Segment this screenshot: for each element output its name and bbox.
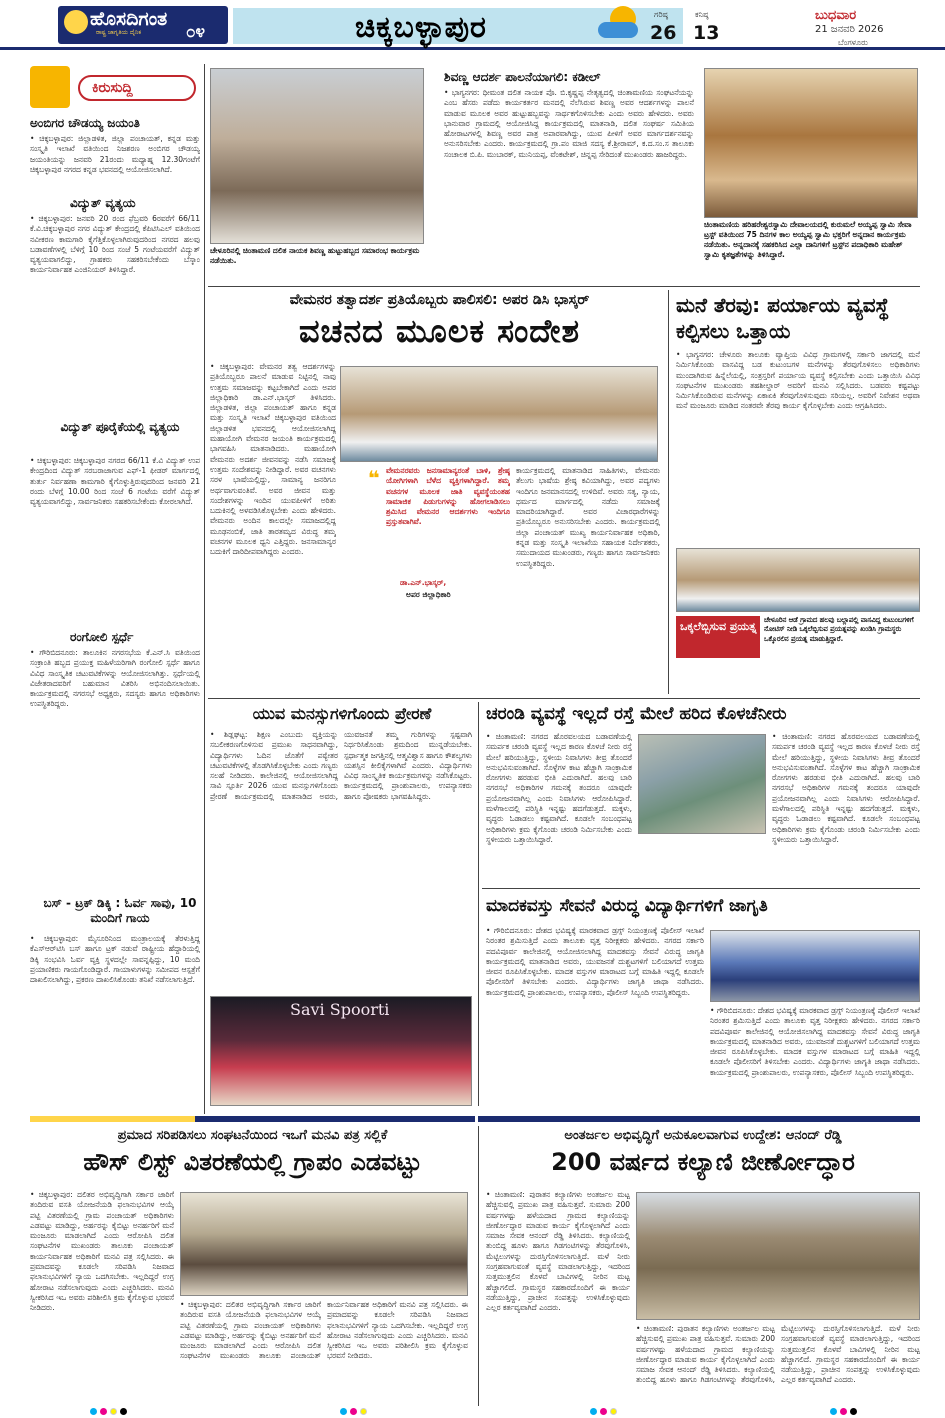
page-number: ೦೪ xyxy=(186,22,206,42)
story-body: • ಚಿಂತಾಮಣಿ: ಪುರಾತನ ಕಲ್ಯಾಣಿಗಳು ಅಂತರ್ಜಲ ಮಟ್ಟ ಹೆಚ್ಚಿಸುವಲ್ಲಿ ಪ್ರಮುಖ ಪಾತ್ರ ವಹಿಸುತ್ತವೆ. ಸುಮಾರು 200 ವರ್ಷಗಳಷ್ಟು ಹಳೆಯದಾದ ಗ್ರಾಮದ ಕಲ್ಯಾಣಿಯನ್ನು ಜೀರ್ಣೋದ್ಧಾರ ಮಾಡುವ ಕಾರ್ಯ ಕೈಗೊಳ್ಳಲಾಗಿದೆ ಎಂದು ಸಮಾಜ ಸೇವಕ ಆನಂದ್ ರೆಡ್ಡಿ ತಿಳಿಸಿದರು. ಕಲ್ಯಾಣಿಯಲ್ಲಿ ತುಂಬಿದ್ದ ಹೂಳು ಹಾಗೂ ಗಿಡಗಂಟಿಗಳನ್ನು ತೆರವುಗೊಳಿಸಿ, ಮೆಟ್ಟಿಲುಗಳನ್ನು ದುರಸ್ತಿಗೊಳಿಸಲಾಗುತ್ತಿದೆ. ಮಳೆ ನೀರು ಸಂಗ್ರಹವಾಗುವಂತೆ ವ್ಯವಸ್ಥೆ ಮಾಡಲಾಗುತ್ತಿದ್ದು, ಇದರಿಂದ ಸುತ್ತಮುತ್ತಲಿನ ಕೊಳವೆ ಬಾವಿಗಳಲ್ಲಿ ನೀರಿನ ಮಟ್ಟ ಹೆಚ್ಚಾಗಲಿದೆ. ಗ್ರಾಮಸ್ಥರ ಸಹಕಾರದೊಂದಿಗೆ ಈ ಕಾರ್ಯ ನಡೆಯುತ್ತಿದ್ದು, ಪ್ರಾಚೀನ ಸಂಪತ್ತನ್ನು ಉಳಿಸಿಕೊಳ್ಳುವುದು ಎಲ್ಲರ ಕರ್ತವ್ಯವಾಗಿದೆ ಎಂದರು. xyxy=(486,1190,630,1313)
district-name: ಚಿಕ್ಕಬಳ್ಳಾಪುರ xyxy=(355,10,487,45)
annadana-photo xyxy=(704,68,918,218)
registration-mark xyxy=(610,1408,617,1415)
protest-photo xyxy=(676,548,920,612)
registration-mark xyxy=(360,1408,367,1415)
registration-mark xyxy=(840,1408,847,1415)
story-body-cont: • ಚಿಕ್ಕಬಳ್ಳಾಪುರ: ದಲಿತರ ಅಭಿವೃದ್ಧಿಗಾಗಿ ಸರ್ಕಾರ ಜಾರಿಗೆ ತಂದಿರುವ ವಸತಿ ಯೋಜನೆಯಡಿ ಫಲಾನುಭವಿಗಳ ಆಯ್ಕೆ ಪಟ್ಟಿ ವಿತರಣೆಯಲ್ಲಿ ಗ್ರಾಮ ಪಂಚಾಯತ್ ಅಧಿಕಾರಿಗಳು ಎಡವಟ್ಟು ಮಾಡಿದ್ದು, ಅರ್ಹರನ್ನು ಕೈಬಿಟ್ಟು ಅನರ್ಹರಿಗೆ ಮನೆ ಮಂಜೂರು ಮಾಡಲಾಗಿದೆ ಎಂದು ಆರೋಪಿಸಿ ದಲಿತ ಸಂಘಟನೆಗಳ ಮುಖಂಡರು ತಾಲೂಕು ಪಂಚಾಯತ್ ಕಾರ್ಯನಿರ್ವಾಹಕ ಅಧಿಕಾರಿಗೆ ಮನವಿ ಪತ್ರ ಸಲ್ಲಿಸಿದರು. ಈ ಪ್ರಮಾದವನ್ನು ಕೂಡಲೇ ಸರಿಪಡಿಸಿ ನಿಜವಾದ ಫಲಾನುಭವಿಗಳಿಗೆ ನ್ಯಾಯ ಒದಗಿಸಬೇಕು. ಇಲ್ಲದಿದ್ದರೆ ಉಗ್ರ ಹೋರಾಟ ನಡೆಸಲಾಗುವುದು ಎಂದು ಎಚ್ಚರಿಸಿದರು. ಮನವಿ ಸ್ವೀಕರಿಸಿದ ಇಒ ಅವರು ಪರಿಶೀಲಿಸಿ ಕ್ರಮ ಕೈಗೊಳ್ಳುವ ಭರವಸೆ ನೀಡಿದರು. xyxy=(180,1300,468,1361)
section-divider xyxy=(208,698,920,699)
story-body: • ಭಾಗ್ಯನಗರ: ಚೇಳೂರು ತಾಲೂಕು ವ್ಯಾಪ್ತಿಯ ವಿವಿಧ ಗ್ರಾಮಗಳಲ್ಲಿ ಸರ್ಕಾರಿ ಜಾಗದಲ್ಲಿ ಮನೆ ನಿರ್ಮಿಸಿಕೊಂಡು ವಾಸವಿದ್ದ ಬಡ ಕುಟುಂಬಗಳ ಮನೆಗಳನ್ನು ತೆರವುಗೊಳಿಸಲು ಅಧಿಕಾರಿಗಳು ಮುಂದಾಗಿರುವ ಹಿನ್ನೆಲೆಯಲ್ಲಿ, ಸಂತ್ರಸ್ತರಿಗೆ ಪರ್ಯಾಯ ವ್ಯವಸ್ಥೆ ಕಲ್ಪಿಸಬೇಕು ಎಂದು ಒತ್ತಾಯಿಸಿ ವಿವಿಧ ಸಂಘಟನೆಗಳ ಮುಖಂಡರು ತಹಶೀಲ್ದಾರ್ ಅವರಿಗೆ ಮನವಿ ಸಲ್ಲಿಸಿದರು. ಬಡವರು ಕಷ್ಟಪಟ್ಟು ನಿರ್ಮಿಸಿಕೊಂಡಿರುವ ಮನೆಗಳನ್ನು ಏಕಾಏಕಿ ತೆರವುಗೊಳಿಸುವುದು ಸರಿಯಲ್ಲ. ಅವರಿಗೆ ನಿವೇಶನ ಅಥವಾ ಮನೆ ಮಂಜೂರು ಮಾಡಿದ ನಂತರವೇ ತೆರವು ಕಾರ್ಯ ಕೈಗೊಳ್ಳಬೇಕು ಎಂದು ಆಗ್ರಹಿಸಿದರು. xyxy=(676,350,920,411)
story-kicker: ಅಂತರ್ಜಲ ಅಭಿವೃದ್ಧಿಗೆ ಅನುಕೂಲವಾಗುವ ಉದ್ದೇಶ: ಆನಂದ್ ರೆಡ್ಡಿ xyxy=(564,1128,842,1143)
stage-banner: Savi Spoorti xyxy=(290,1000,390,1019)
color-rule xyxy=(478,1116,920,1122)
registration-mark xyxy=(590,1408,597,1415)
photo-tag: ಒಕ್ಕಲೆಬ್ಬಿಸುವ ಪ್ರಯತ್ನ xyxy=(680,620,757,633)
story-title: ಮಾದಕವಸ್ತು ಸೇವನೆ ವಿರುದ್ಧ ವಿದ್ಯಾರ್ಥಿಗಳಿಗೆ ಜಾಗೃತಿ xyxy=(486,896,768,916)
color-rule xyxy=(195,1116,475,1122)
brief-body: • ಚಿಕ್ಕಬಳ್ಳಾಪುರ: ಮೈಸೂರಿನಿಂದ ಮಂತ್ರಾಲಯಕ್ಕೆ ತೆರಳುತ್ತಿದ್ದ ಕೆಎಸ್ಆರ್‌ಟಿಸಿ ಬಸ್ ಹಾಗೂ ಟ್ರಕ್ ನಡುವೆ ರಾಷ್ಟ್ರೀಯ ಹೆದ್ದಾರಿಯಲ್ಲಿ ಡಿಕ್ಕಿ ಸಂಭವಿಸಿ ಓರ್ವ ವ್ಯಕ್ತಿ ಸ್ಥಳದಲ್ಲೇ ಸಾವನ್ನಪ್ಪಿದ್ದು, 10 ಮಂದಿ ಪ್ರಯಾಣಿಕರು ಗಾಯಗೊಂಡಿದ್ದಾರೆ. ಗಾಯಾಳುಗಳನ್ನು ಸಮೀಪದ ಆಸ್ಪತ್ರೆಗೆ ದಾಖಲಿಸಲಾಗಿದ್ದು, ಪ್ರಕರಣ ದಾಖಲಿಸಿಕೊಂಡು ತನಿಖೆ ನಡೆಸಲಾಗುತ್ತಿದೆ. xyxy=(30,934,200,985)
registration-mark xyxy=(340,1408,347,1415)
story-body-cont: • ಚಿಂತಾಮಣಿ: ಪುರಾತನ ಕಲ್ಯಾಣಿಗಳು ಅಂತರ್ಜಲ ಮಟ್ಟ ಹೆಚ್ಚಿಸುವಲ್ಲಿ ಪ್ರಮುಖ ಪಾತ್ರ ವಹಿಸುತ್ತವೆ. ಸುಮಾರು 200 ವರ್ಷಗಳಷ್ಟು ಹಳೆಯದಾದ ಗ್ರಾಮದ ಕಲ್ಯಾಣಿಯನ್ನು ಜೀರ್ಣೋದ್ಧಾರ ಮಾಡುವ ಕಾರ್ಯ ಕೈಗೊಳ್ಳಲಾಗಿದೆ ಎಂದು ಸಮಾಜ ಸೇವಕ ಆನಂದ್ ರೆಡ್ಡಿ ತಿಳಿಸಿದರು. ಕಲ್ಯಾಣಿಯಲ್ಲಿ ತುಂಬಿದ್ದ ಹೂಳು ಹಾಗೂ ಗಿಡಗಂಟಿಗಳನ್ನು ತೆರವುಗೊಳಿಸಿ, ಮೆಟ್ಟಿಲುಗಳನ್ನು ದುರಸ್ತಿಗೊಳಿಸಲಾಗುತ್ತಿದೆ. ಮಳೆ ನೀರು ಸಂಗ್ರಹವಾಗುವಂತೆ ವ್ಯವಸ್ಥೆ ಮಾಡಲಾಗುತ್ತಿದ್ದು, ಇದರಿಂದ ಸುತ್ತಮುತ್ತಲಿನ ಕೊಳವೆ ಬಾವಿಗಳಲ್ಲಿ ನೀರಿನ ಮಟ್ಟ ಹೆಚ್ಚಾಗಲಿದೆ. ಗ್ರಾಮಸ್ಥರ ಸಹಕಾರದೊಂದಿಗೆ ಈ ಕಾರ್ಯ ನಡೆಯುತ್ತಿದ್ದು, ಪ್ರಾಚೀನ ಸಂಪತ್ತನ್ನು ಉಳಿಸಿಕೊಳ್ಳುವುದು ಎಲ್ಲರ ಕರ್ತವ್ಯವಾಗಿದೆ ಎಂದರು. xyxy=(636,1324,920,1385)
story-body: • ಶಿಡ್ಲಘಟ್ಟ: ಶಿಕ್ಷಣ ಎಂಬುದು ವ್ಯಕ್ತಿಯನ್ನು ಸಬಲೀಕರಣಗೊಳಿಸುವ ಪ್ರಮುಖ ಸಾಧನವಾಗಿದ್ದು, ವಿದ್ಯಾರ್ಥಿಗಳು ಓದಿನ ಜೊತೆಗೆ ಪಠ್ಯೇತರ ಚಟುವಟಿಕೆಗಳಲ್ಲಿ ತೊಡಗಿಸಿಕೊಳ್ಳಬೇಕು ಎಂದು ಗಣ್ಯರು ಸಲಹೆ ನೀಡಿದರು. ಕಾಲೇಜಿನಲ್ಲಿ ಆಯೋಜಿಸಲಾಗಿದ್ದ ಸಾವಿ ಸ್ಪೂರ್ತಿ 2026 ಯುವ ಮನಸ್ಸುಗಳಿಗೊಂದು ಪ್ರೇರಣೆ ಕಾರ್ಯಕ್ರಮದಲ್ಲಿ ಮಾತನಾಡಿದ ಅವರು, ಯುವಜನತೆ ತಮ್ಮ ಗುರಿಗಳನ್ನು ಸ್ಪಷ್ಟವಾಗಿ ನಿರ್ಧರಿಸಿಕೊಂಡು ಶ್ರಮದಿಂದ ಮುನ್ನಡೆಯಬೇಕು. ಸ್ಪರ್ಧಾತ್ಮಕ ಜಗತ್ತಿನಲ್ಲಿ ಆತ್ಮವಿಶ್ವಾಸ ಹಾಗೂ ಕೌಶಲ್ಯಗಳು ಯಶಸ್ಸಿನ ಕೀಲಿಕೈಗಳಾಗಿವೆ ಎಂದರು. ವಿದ್ಯಾರ್ಥಿಗಳು ವಿವಿಧ ಸಾಂಸ್ಕೃತಿಕ ಕಾರ್ಯಕ್ರಮಗಳನ್ನು ನಡೆಸಿಕೊಟ್ಟರು. ಕಾರ್ಯಕ್ರಮದಲ್ಲಿ ಪ್ರಾಂಶುಪಾಲರು, ಉಪನ್ಯಾಸಕರು ಹಾಗೂ ಪೋಷಕರು ಭಾಗವಹಿಸಿದ್ದರು. xyxy=(210,730,472,801)
logo-title: ಹೊಸದಿಗಂತ xyxy=(90,8,168,30)
registration-mark xyxy=(350,1408,357,1415)
issue-place: ಬೆಂಗಳೂರು xyxy=(838,38,868,47)
kiru-suddi-title: ಕಿರುಸುದ್ದಿ xyxy=(92,80,133,96)
quote-author: ಡಾ.ಎನ್.ಭಾಸ್ಕರ್, xyxy=(400,578,447,587)
registration-mark xyxy=(110,1408,117,1415)
max-temp: 26 xyxy=(650,22,677,44)
story-body: • ಗೌರಿಬಿದನೂರು: ದೇಶದ ಭವಿಷ್ಯಕ್ಕೆ ಮಾರಕವಾದ ಡ್ರಗ್ಸ್ ನಿಯಂತ್ರಣಕ್ಕೆ ಪೊಲೀಸ್ ಇಲಾಖೆ ನಿರಂತರ ಶ್ರಮಿಸುತ್ತಿದೆ ಎಂದು ತಾಲೂಕು ವೃತ್ತ ನಿರೀಕ್ಷಕರು ಹೇಳಿದರು. ನಗರದ ಸರ್ಕಾರಿ ಪದವಿಪೂರ್ವ ಕಾಲೇಜಿನಲ್ಲಿ ಆಯೋಜಿಸಲಾಗಿದ್ದ ಮಾದಕವಸ್ತು ಸೇವನೆ ವಿರುದ್ಧ ಜಾಗೃತಿ ಕಾರ್ಯಕ್ರಮದಲ್ಲಿ ಮಾತನಾಡಿದ ಅವರು, ಯುವಜನತೆ ದುಶ್ಚಟಗಳಿಗೆ ಬಲಿಯಾಗದೆ ಉತ್ತಮ ಜೀವನ ರೂಪಿಸಿಕೊಳ್ಳಬೇಕು. ಮಾದಕ ವಸ್ತುಗಳ ಮಾರಾಟದ ಬಗ್ಗೆ ಮಾಹಿತಿ ಇದ್ದಲ್ಲಿ ಕೂಡಲೇ ಪೊಲೀಸರಿಗೆ ತಿಳಿಸಬೇಕು ಎಂದರು. ವಿದ್ಯಾರ್ಥಿಗಳು ಜಾಗೃತಿ ಜಾಥಾ ನಡೆಸಿದರು. ಕಾರ್ಯಕ್ರಮದಲ್ಲಿ ಪ್ರಾಂಶುಪಾಲರು, ಉಪನ್ಯಾಸಕರು, ಪೊಲೀಸ್ ಸಿಬ್ಬಂದಿ ಉಪಸ್ಥಿತರಿದ್ದರು. xyxy=(486,926,704,997)
kalyani-pond-photo xyxy=(636,1192,920,1320)
quote-role: ಅಪರ ಜಿಲ್ಲಾಧಿಕಾರಿ xyxy=(406,590,451,599)
column-divider xyxy=(668,290,669,694)
min-temp: 13 xyxy=(693,22,720,44)
photo-caption: ಚೇಳೂರಿನ ಆಡೆ ಗ್ರಾಮದ ಹಲವು ಬಲ್ಲಾಪಲ್ಲಿ ವಾಸವಿದ್ದ ಕುಟುಂಬಗಳಿಗೆ ನೋಟಿಸ್ ನೀಡಿ ಒಕ್ಕಲೆಬ್ಬಿಸುವ ಪ್ರಯತ್ನವನ್ನು ಖಂಡಿಸಿ ಗ್ರಾಮಸ್ಥರು ಒಕ್ಕೊರಲಿನ ಪ್ರಯತ್ನ ಮಾಡುತ್ತಿದ್ದಾರೆ. xyxy=(764,616,914,643)
garland-photo xyxy=(210,68,424,244)
section-divider xyxy=(208,286,920,287)
quote-icon: ❝ xyxy=(368,466,380,490)
brief-body: • ಚಿಕ್ಕಬಳ್ಳಾಪುರ: ಚಿಕ್ಕಬಳ್ಳಾಪುರ ನಗರದ 66/11 ಕೆ.ವಿ ವಿದ್ಯುತ್ ಉಪ ಕೇಂದ್ರದಿಂದ ವಿದ್ಯುತ್ ಸರಬರಾಜಾಗುವ ಎಫ್-1 ಫೀಡರ್ ಮಾರ್ಗದಲ್ಲಿ ತುರ್ತು ನಿರ್ವಹಣಾ ಕಾಮಗಾರಿ ಕೈಗೊಳ್ಳುತ್ತಿರುವುದರಿಂದ ಜನವರಿ 21 ರಂದು ಬೆಳಗ್ಗೆ 10.00 ರಿಂದ ಸಂಜೆ 6 ಗಂಟೆಯ ವರೆಗೆ ವಿದ್ಯುತ್ ವ್ಯತ್ಯಯವಾಗಲಿದ್ದು, ಸಾರ್ವಜನಿಕರು ಸಹಕರಿಸಬೇಕೆಂದು ಕೋರಲಾಗಿದೆ. xyxy=(30,456,200,507)
issue-date: 21 ಜನವರಿ 2026 xyxy=(815,24,884,35)
registration-mark xyxy=(600,1408,607,1415)
story-headline: 200 ವರ್ಷದ ಕಲ್ಯಾಣಿ ಜೀರ್ಣೋದ್ಧಾರ xyxy=(551,1148,855,1176)
story-title: ಚರಂಡಿ ವ್ಯವಸ್ಥೆ ಇಲ್ಲದೆ ರಸ್ತೆ ಮೇಲೆ ಹರಿದ ಕೊಳಚೆನೀರು xyxy=(486,704,787,724)
column-divider xyxy=(478,702,479,1106)
cloud-icon xyxy=(598,22,638,38)
registration-mark xyxy=(90,1408,97,1415)
lead-quote: ವೇಮನರವರು ಜನಸಾಮಾನ್ಯರಂತೆ ಬಾಳಿ, ಶ್ರೇಷ್ಠ ಯೋಗಿಗಳಾಗಿ ಬೆಳೆದ ವ್ಯಕ್ತಿಗಳಾಗಿದ್ದಾರೆ. ತಮ್ಮ ವಚನಗಳ ಮೂಲಕ ಜಾತಿ ವ್ಯವಸ್ಥೆಯಂತಹ ಸಾಮಾಜಿಕ ಪಿಡುಗುಗಳನ್ನು ಹೋಗಲಾಡಿಸಲು ಶ್ರಮಿಸಿದ ವೇಮನರ ಆದರ್ಶಗಳು ಇಂದಿಗೂ ಪ್ರಸ್ತುತವಾಗಿವೆ. xyxy=(386,466,510,527)
lamp-icon xyxy=(64,10,88,34)
brief-body: • ಚಿಕ್ಕಬಳ್ಳಾಪುರ: ಜನವರಿ 20 ರಂದ ಫೆಬ್ರವರಿ 6ರವರೆಗೆ 66/11 ಕೆ.ವಿ.ಚಿಕ್ಕಬಳ್ಳಾಪುರ ನಗರ ವಿದ್ಯುತ್ ಕೇಂದ್ರದಲ್ಲಿ ಕೆಪಿಟಿಸಿಎಲ್ ವತಿಯಿಂದ ನವೀಕರಣ ಕಾಮಗಾರಿ ಕೈಗೆತ್ತಿಕೊಳ್ಳಲಾಗಿರುವುದರಿಂದ ನಗರದ ಹಲವು ಬಡಾವಣೆಗಳಲ್ಲಿ ಬೆಳಿಗ್ಗೆ 10 ರಿಂದ ಸಂಜೆ 5 ಗಂಟೆಯವರೆಗೆ ವಿದ್ಯುತ್ ವ್ಯತ್ಯಯವಾಗಲಿದ್ದು, ಗ್ರಾಹಕರು ಸಹಕರಿಸಬೇಕೆಂದು ಬೆಸ್ಕಾಂ ಕಾರ್ಯನಿರ್ವಾಹಕ ಎಂಜಿನಿಯರ್ ತಿಳಿಸಿದ್ದಾರೆ. xyxy=(30,214,200,275)
students-rally-photo xyxy=(710,930,920,1002)
registration-mark xyxy=(100,1408,107,1415)
column-divider xyxy=(204,64,205,1114)
brief-title: ಅಂಬಿಗರ ಚೌಡಯ್ಯ ಜಯಂತಿ xyxy=(30,116,140,130)
brief-title: ವಿದ್ಯುತ್ ಪೂರೈಕೆಯಲ್ಲಿ ವ್ಯತ್ಯಯ xyxy=(60,420,180,434)
drain-water-photo xyxy=(638,734,766,834)
min-temp-label: ಕನಿಷ್ಠ xyxy=(695,10,709,19)
brief-body: • ಚಿಕ್ಕಬಳ್ಳಾಪುರ: ಜಿಲ್ಲಾಡಳಿತ, ಜಿಲ್ಲಾ ಪಂಚಾಯತ್, ಕನ್ನಡ ಮತ್ತು ಸಂಸ್ಕೃತಿ ಇಲಾಖೆ ವತಿಯಿಂದ ನಿಜಶರಣ ಅಂಬಿಗರ ಚೌಡಯ್ಯ ಜಯಂತಿಯನ್ನು ಜನವರಿ 21ರಂದು ಮಧ್ಯಾಹ್ನ 12.30ಗಂಟೆಗೆ ಚಿಕ್ಕಬಳ್ಳಾಪುರ ನಗರದ ಕನ್ನಡ ಭವನದಲ್ಲಿ ಆಯೋಜಿಸಲಾಗಿದೆ. xyxy=(30,134,200,174)
brief-body: • ಗೌರಿಬಿದನೂರು: ತಾಲೂಕಿನ ನಗರಸಭೆಯ ಕೆ.ಎನ್.ಸಿ ವತಿಯಿಂದ ಸಂಕ್ರಾಂತಿ ಹಬ್ಬದ ಪ್ರಯುಕ್ತ ಮಹಿಳೆಯರಿಗಾಗಿ ರಂಗೋಲಿ ಸ್ಪರ್ಧೆ ಹಾಗೂ ವಿವಿಧ ಸಾಂಸ್ಕೃತಿಕ ಚಟುವಟಿಕೆಗಳನ್ನು ಆಯೋಜಿಸಲಾಗಿತ್ತು. ಸ್ಪರ್ಧೆಯಲ್ಲಿ ವಿಜೇತರಾದವರಿಗೆ ಬಹುಮಾನ ವಿತರಿಸಿ ಅಭಿನಂದಿಸಲಾಯಿತು. ಕಾರ್ಯಕ್ರಮದಲ್ಲಿ ನಗರಸಭೆ ಅಧ್ಯಕ್ಷರು, ಸದಸ್ಯರು ಹಾಗೂ ಅಧಿಕಾರಿಗಳು ಉಪಸ್ಥಿತರಿದ್ದರು. xyxy=(30,648,200,709)
section-divider xyxy=(482,888,920,889)
story-body-cont: • ಗೌರಿಬಿದನೂರು: ದೇಶದ ಭವಿಷ್ಯಕ್ಕೆ ಮಾರಕವಾದ ಡ್ರಗ್ಸ್ ನಿಯಂತ್ರಣಕ್ಕೆ ಪೊಲೀಸ್ ಇಲಾಖೆ ನಿರಂತರ ಶ್ರಮಿಸುತ್ತಿದೆ ಎಂದು ತಾಲೂಕು ವೃತ್ತ ನಿರೀಕ್ಷಕರು ಹೇಳಿದರು. ನಗರದ ಸರ್ಕಾರಿ ಪದವಿಪೂರ್ವ ಕಾಲೇಜಿನಲ್ಲಿ ಆಯೋಜಿಸಲಾಗಿದ್ದ ಮಾದಕವಸ್ತು ಸೇವನೆ ವಿರುದ್ಧ ಜಾಗೃತಿ ಕಾರ್ಯಕ್ರಮದಲ್ಲಿ ಮಾತನಾಡಿದ ಅವರು, ಯುವಜನತೆ ದುಶ್ಚಟಗಳಿಗೆ ಬಲಿಯಾಗದೆ ಉತ್ತಮ ಜೀವನ ರೂಪಿಸಿಕೊಳ್ಳಬೇಕು. ಮಾದಕ ವಸ್ತುಗಳ ಮಾರಾಟದ ಬಗ್ಗೆ ಮಾಹಿತಿ ಇದ್ದಲ್ಲಿ ಕೂಡಲೇ ಪೊಲೀಸರಿಗೆ ತಿಳಿಸಬೇಕು ಎಂದರು. ವಿದ್ಯಾರ್ಥಿಗಳು ಜಾಗೃತಿ ಜಾಥಾ ನಡೆಸಿದರು. ಕಾರ್ಯಕ್ರಮದಲ್ಲಿ ಪ್ರಾಂಶುಪಾಲರು, ಉಪನ್ಯಾಸಕರು, ಪೊಲೀಸ್ ಸಿಬ್ಬಂದಿ ಉಪಸ್ಥಿತರಿದ್ದರು. xyxy=(710,1006,920,1077)
registration-mark xyxy=(850,1408,857,1415)
registration-mark xyxy=(120,1408,127,1415)
brief-title: ಬಸ್ - ಟ್ರಕ್ ಡಿಕ್ಕಿ : ಓರ್ವ ಸಾವು, 10 ಮಂದಿಗೆ ಗಾಯ xyxy=(43,896,197,925)
lead-body: • ಚಿಕ್ಕಬಳ್ಳಾಪುರ: ವೇಮನರ ತತ್ವ ಆದರ್ಶಗಳನ್ನು ಪ್ರತಿಯೊಬ್ಬರೂ ಪಾಲನೆ ಮಾಡುವ ನಿಟ್ಟಿನಲ್ಲಿ ನಾವು ಉತ್ತಮ ಸಮಾಜವನ್ನು ಕಟ್ಟಬೇಕಾಗಿದೆ ಎಂದು ಅಪರ ಜಿಲ್ಲಾಧಿಕಾರಿ ಡಾ.ಎನ್.ಭಾಸ್ಕರ್ ತಿಳಿಸಿದರು. ಜಿಲ್ಲಾಡಳಿತ, ಜಿಲ್ಲಾ ಪಂಚಾಯತ್ ಹಾಗೂ ಕನ್ನಡ ಮತ್ತು ಸಂಸ್ಕೃತಿ ಇಲಾಖೆ ಚಿಕ್ಕಬಳ್ಳಾಪುರ ವತಿಯಿಂದ ಜಿಲ್ಲಾಡಳಿತ ಭವನದಲ್ಲಿ ಆಯೋಜಿಸಲಾಗಿದ್ದ ಮಹಾಯೋಗಿ ವೇಮನರ ಜಯಂತಿ ಕಾರ್ಯಕ್ರಮದಲ್ಲಿ ಭಾಗವಹಿಸಿ ಮಾತನಾಡಿದರು. ಮಹಾಯೋಗಿ ವೇಮನರು ಅದರ್ಶ ಜೀವನವನ್ನು ನಡೆಸಿ ಸಮಾಜಕ್ಕೆ ಉತ್ತಮ ಸಂದೇಶವನ್ನು ನೀಡಿದ್ದಾರೆ. ಅವರ ವಚನಗಳು ಸರಳ ಭಾಷೆಯಲ್ಲಿದ್ದು, ಸಾಮಾನ್ಯ ಜನರಿಗೂ ಅರ್ಥವಾಗುವಂತಿವೆ. ಅವರ ಜೀವನ ಮತ್ತು ಸಂದೇಶಗಳನ್ನು ಇಂದಿನ ಯುವಪೀಳಿಗೆ ಅರಿತು ಬದುಕಿನಲ್ಲಿ ಅಳವಡಿಸಿಕೊಳ್ಳಬೇಕು ಎಂದು ಹೇಳಿದರು. ವೇಮನರು ಅಂದಿನ ಕಾಲದಲ್ಲೇ ಸಮಾಜದಲ್ಲಿದ್ದ ಮೂಢನಂಬಿಕೆ, ಜಾತಿ ತಾರತಮ್ಯದ ವಿರುದ್ಧ ತಮ್ಮ ವಚನಗಳ ಮೂಲಕ ಧ್ವನಿ ಎತ್ತಿದ್ದರು. ಜನಸಾಮಾನ್ಯರ ಬದುಕಿಗೆ ದಾರಿದೀಪವಾಗಿದ್ದರು ಎಂದರು. xyxy=(210,362,336,557)
story-headline: ಹೌಸ್ ಲಿಸ್ಟ್ ವಿತರಣೆಯಲ್ಲಿ ಗ್ರಾಪಂ ಎಡವಟ್ಟು xyxy=(83,1148,422,1176)
column-divider xyxy=(478,1126,479,1406)
photo-caption: ಚೇಳೂರಿನಲ್ಲಿ ಚಿಂತಾಮಣಿ ದಲಿತ ನಾಯಕ ಶಿವಣ್ಣ ಹುಟ್ಟುಹಬ್ಬದ ಸಮಾರಂಭ ಕಾರ್ಯಕ್ರಮ ನಡೆಯಿತು. xyxy=(210,246,420,265)
story-title: ಯುವ ಮನಸ್ಸುಗಳಿಗೊಂದು ಪ್ರೇರಣೆ xyxy=(252,704,432,723)
color-rule xyxy=(30,1116,195,1122)
story-body-cont: • ಚಿಂತಾಮಣಿ: ನಗರದ ಹೊರವಲಯದ ಬಡಾವಣೆಯಲ್ಲಿ ಸಮರ್ಪಕ ಚರಂಡಿ ವ್ಯವಸ್ಥೆ ಇಲ್ಲದ ಕಾರಣ ಕೊಳಚೆ ನೀರು ರಸ್ತೆ ಮೇಲೆ ಹರಿಯುತ್ತಿದ್ದು, ಸ್ಥಳೀಯ ನಿವಾಸಿಗಳು ತೀವ್ರ ತೊಂದರೆ ಅನುಭವಿಸುವಂತಾಗಿದೆ. ಸೊಳ್ಳೆಗಳ ಕಾಟ ಹೆಚ್ಚಾಗಿ ಸಾಂಕ್ರಾಮಿಕ ರೋಗಗಳು ಹರಡುವ ಭೀತಿ ಎದುರಾಗಿದೆ. ಹಲವು ಬಾರಿ ನಗರಸಭೆ ಅಧಿಕಾರಿಗಳ ಗಮನಕ್ಕೆ ತಂದರೂ ಯಾವುದೇ ಪ್ರಯೋಜನವಾಗಿಲ್ಲ ಎಂದು ನಿವಾಸಿಗಳು ಆರೋಪಿಸಿದ್ದಾರೆ. ಮಳೆಗಾಲದಲ್ಲಿ ಪರಿಸ್ಥಿತಿ ಇನ್ನಷ್ಟು ಹದಗೆಡುತ್ತದೆ. ಮಕ್ಕಳು, ವೃದ್ಧರು ಓಡಾಡಲು ಕಷ್ಟವಾಗಿದೆ. ಕೂಡಲೇ ಸಂಬಂಧಪಟ್ಟ ಅಧಿಕಾರಿಗಳು ಕ್ರಮ ಕೈಗೊಂಡು ಚರಂಡಿ ನಿರ್ಮಿಸಬೇಕು ಎಂದು ಸ್ಥಳೀಯರು ಒತ್ತಾಯಿಸಿದ್ದಾರೆ. xyxy=(772,732,920,844)
registration-mark xyxy=(830,1408,837,1415)
story-kicker: ಪ್ರಮಾದ ಸರಿಪಡಿಸಲು ಸಂಘಟನೆಯಿಂದ ಇಒಗೆ ಮನವಿ ಪತ್ರ ಸಲ್ಲಿಕೆ xyxy=(117,1128,388,1143)
memo-submission-photo xyxy=(180,1192,468,1296)
brief-title: ವಿದ್ಯುತ್ ವ್ಯತ್ಯಯ xyxy=(70,196,136,210)
logo-tagline: ರಾಷ್ಟ್ರ ಜಾಗೃತಿಯ ದೈನಿಕ xyxy=(96,29,142,36)
vemana-jayanti-photo xyxy=(340,366,658,462)
lead-body-cont: ಕಾರ್ಯಕ್ರಮದಲ್ಲಿ ಮಾತನಾಡಿದ ಸಾಹಿತಿಗಳು, ವೇಮನರು ತೆಲುಗು ಭಾಷೆಯ ಶ್ರೇಷ್ಠ ಕವಿಯಾಗಿದ್ದು, ಅವರ ಪದ್ಯಗಳು ಇಂದಿಗೂ ಜನಮಾನಸದಲ್ಲಿ ಉಳಿದಿವೆ. ಅವರು ಸತ್ಯ, ನ್ಯಾಯ, ಧರ್ಮದ ಮಾರ್ಗದಲ್ಲಿ ನಡೆದು ಸಮಾಜಕ್ಕೆ ಮಾದರಿಯಾಗಿದ್ದಾರೆ. ಅವರ ವಿಚಾರಧಾರೆಗಳನ್ನು ಪ್ರತಿಯೊಬ್ಬರೂ ಅನುಸರಿಸಬೇಕು ಎಂದರು. ಕಾರ್ಯಕ್ರಮದಲ್ಲಿ ಜಿಲ್ಲಾ ಪಂಚಾಯತ್ ಮುಖ್ಯ ಕಾರ್ಯನಿರ್ವಾಹಕ ಅಧಿಕಾರಿ, ಕನ್ನಡ ಮತ್ತು ಸಂಸ್ಕೃತಿ ಇಲಾಖೆಯ ಸಹಾಯಕ ನಿರ್ದೇಶಕರು, ಸಮುದಾಯದ ಮುಖಂಡರು, ಗಣ್ಯರು ಹಾಗೂ ಸಾರ್ವಜನಿಕರು ಉಪಸ್ಥಿತರಿದ್ದರು. xyxy=(516,466,660,568)
lead-kicker: ವೇಮನರ ತತ್ವಾದರ್ಶ ಪ್ರತಿಯೊಬ್ಬರು ಪಾಲಿಸಲಿ: ಅಪರ ಡಿಸಿ ಭಾಸ್ಕರ್ xyxy=(289,292,590,308)
max-temp-label: ಗರಿಷ್ಠ xyxy=(654,10,668,19)
issue-day: ಬುಧವಾರ xyxy=(815,8,857,23)
story-body: • ಚಿಕ್ಕಬಳ್ಳಾಪುರ: ದಲಿತರ ಅಭಿವೃದ್ಧಿಗಾಗಿ ಸರ್ಕಾರ ಜಾರಿಗೆ ತಂದಿರುವ ವಸತಿ ಯೋಜನೆಯಡಿ ಫಲಾನುಭವಿಗಳ ಆಯ್ಕೆ ಪಟ್ಟಿ ವಿತರಣೆಯಲ್ಲಿ ಗ್ರಾಮ ಪಂಚಾಯತ್ ಅಧಿಕಾರಿಗಳು ಎಡವಟ್ಟು ಮಾಡಿದ್ದು, ಅರ್ಹರನ್ನು ಕೈಬಿಟ್ಟು ಅನರ್ಹರಿಗೆ ಮನೆ ಮಂಜೂರು ಮಾಡಲಾಗಿದೆ ಎಂದು ಆರೋಪಿಸಿ ದಲಿತ ಸಂಘಟನೆಗಳ ಮುಖಂಡರು ತಾಲೂಕು ಪಂಚಾಯತ್ ಕಾರ್ಯನಿರ್ವಾಹಕ ಅಧಿಕಾರಿಗೆ ಮನವಿ ಪತ್ರ ಸಲ್ಲಿಸಿದರು. ಈ ಪ್ರಮಾದವನ್ನು ಕೂಡಲೇ ಸರಿಪಡಿಸಿ ನಿಜವಾದ ಫಲಾನುಭವಿಗಳಿಗೆ ನ್ಯಾಯ ಒದಗಿಸಬೇಕು. ಇಲ್ಲದಿದ್ದರೆ ಉಗ್ರ ಹೋರಾಟ ನಡೆಸಲಾಗುವುದು ಎಂದು ಎಚ್ಚರಿಸಿದರು. ಮನವಿ ಸ್ವೀಕರಿಸಿದ ಇಒ ಅವರು ಪರಿಶೀಲಿಸಿ ಕ್ರಮ ಕೈಗೊಳ್ಳುವ ಭರವಸೆ ನೀಡಿದರು. xyxy=(30,1190,174,1313)
story-title: ಶಿವಣ್ಣ ಆದರ್ಶ ಪಾಲನೆಯಾಗಲಿ: ಕಡೀಲ್ xyxy=(444,70,601,84)
story-body: • ಭಾಗ್ಯನಗರ: ಧೀಮಂತ ದಲಿತ ನಾಯಕ ಪೊ. ಬಿ.ಕೃಷ್ಣಪ್ಪ ನೇತೃತ್ವದಲ್ಲಿ ಚಿಂತಾಮಣಿಯ ಸಂಘಟನೆಯನ್ನು ಎಂಬ ಹೆಸರು ಪಡೆದು ಕಾರ್ಯಕರ್ತರ ಮನದಲ್ಲಿ ನೆಲೆಸಿರುವ ಶಿವಣ್ಣ ಅವರ ಆದರ್ಶಗಳನ್ನು ಪಾಲನೆ ಮಾಡುವ ಮೂಲಕ ಅವರ ಹುಟ್ಟುಹಬ್ಬವನ್ನು ಸಾರ್ಥಕಗೊಳಿಸಬೇಕು ಎಂದು ಅವರು ಹೇಳಿದರು. ಅವರು ಭಾನುವಾರ ಗ್ರಾಮದಲ್ಲಿ ಆಯೋಜಿಸಿದ್ದ ಕಾರ್ಯಕ್ರಮದಲ್ಲಿ ಮಾತನಾಡಿ, ದಲಿತ ಸಂಘರ್ಷ ಸಮಿತಿಯ ಹೋರಾಟಗಳಲ್ಲಿ ಶಿವಣ್ಣ ಅವರ ಪಾತ್ರ ಅಪಾರವಾಗಿದ್ದು, ಯುವ ಪೀಳಿಗೆ ಅವರ ಮಾರ್ಗದರ್ಶನವನ್ನು ಅನುಸರಿಸಬೇಕು ಎಂದರು. ಕಾರ್ಯಕ್ರಮದಲ್ಲಿ ಗ್ರಾ.ಪಂ ಮಾಜಿ ಸದಸ್ಯ ಕೆ.ಶ್ರೀರಾಮ್, ಕ.ದ.ಸಂ.ಸ ತಾಲೂಕು ಸಂಚಾಲಕ ಬಿ.ಪಿ. ಮುಬಾರಕ್, ಮುನಿಯಪ್ಪ, ವೆಂಕಟೇಶ್, ಚಿನ್ನಪ್ಪ ಸೇರಿದಂತೆ ಮುಖಂಡರು ಹಾಜರಿದ್ದರು. xyxy=(444,88,694,159)
lead-headline: ವಚನದ ಮೂಲಕ ಸಂದೇಶ xyxy=(298,312,580,350)
story-title: ಮನೆ ತೆರವು: ಪರ್ಯಾಯ ವ್ಯವಸ್ಥೆ ಕಲ್ಪಿಸಲು ಒತ್ತಾಯ xyxy=(676,293,890,343)
kiru-suddi-icon xyxy=(30,66,70,108)
brief-title: ರಂಗೋಲಿ ಸ್ಪರ್ಧೆ xyxy=(70,630,134,644)
photo-caption: ಚಿಂತಾಮಣಿಯ ಹರಿಹರೇಶ್ವರಸ್ವಾಮಿ ದೇವಾಲಯದಲ್ಲಿ ಕುರುಮಲೆ ಅಯ್ಯಪ್ಪ ಸ್ವಾಮಿ ಸೇವಾ ಟ್ರಸ್ಟ್ ವತಿಯಿಂದ 75 ದಿನಗಳ ಕಾಲ ಅಯ್ಯಪ್ಪ ಸ್ವಾಮಿ ಭಕ್ತರಿಗೆ ಅನ್ನದಾನ ಕಾರ್ಯಕ್ರಮ ನಡೆಯಿತು. ಅನ್ನದಾನಕ್ಕೆ ಸಹಕರಿಸಿದ ಎಲ್ಲಾ ದಾನಿಗಳಿಗೆ ಟ್ರಸ್ಟ್‌ನ ಪದಾಧಿಕಾರಿ ಮಹೇಶ್ ಸ್ವಾಮಿ ಕೃತಜ್ಞತೆಗಳನ್ನು ತಿಳಿಸಿದ್ದಾರೆ. xyxy=(704,220,912,259)
story-body: • ಚಿಂತಾಮಣಿ: ನಗರದ ಹೊರವಲಯದ ಬಡಾವಣೆಯಲ್ಲಿ ಸಮರ್ಪಕ ಚರಂಡಿ ವ್ಯವಸ್ಥೆ ಇಲ್ಲದ ಕಾರಣ ಕೊಳಚೆ ನೀರು ರಸ್ತೆ ಮೇಲೆ ಹರಿಯುತ್ತಿದ್ದು, ಸ್ಥಳೀಯ ನಿವಾಸಿಗಳು ತೀವ್ರ ತೊಂದರೆ ಅನುಭವಿಸುವಂತಾಗಿದೆ. ಸೊಳ್ಳೆಗಳ ಕಾಟ ಹೆಚ್ಚಾಗಿ ಸಾಂಕ್ರಾಮಿಕ ರೋಗಗಳು ಹರಡುವ ಭೀತಿ ಎದುರಾಗಿದೆ. ಹಲವು ಬಾರಿ ನಗರಸಭೆ ಅಧಿಕಾರಿಗಳ ಗಮನಕ್ಕೆ ತಂದರೂ ಯಾವುದೇ ಪ್ರಯೋಜನವಾಗಿಲ್ಲ ಎಂದು ನಿವಾಸಿಗಳು ಆರೋಪಿಸಿದ್ದಾರೆ. ಮಳೆಗಾಲದಲ್ಲಿ ಪರಿಸ್ಥಿತಿ ಇನ್ನಷ್ಟು ಹದಗೆಡುತ್ತದೆ. ಮಕ್ಕಳು, ವೃದ್ಧರು ಓಡಾಡಲು ಕಷ್ಟವಾಗಿದೆ. ಕೂಡಲೇ ಸಂಬಂಧಪಟ್ಟ ಅಧಿಕಾರಿಗಳು ಕ್ರಮ ಕೈಗೊಂಡು ಚರಂಡಿ ನಿರ್ಮಿಸಬೇಕು ಎಂದು ಸ್ಥಳೀಯರು ಒತ್ತಾಯಿಸಿದ್ದಾರೆ. xyxy=(486,732,632,844)
